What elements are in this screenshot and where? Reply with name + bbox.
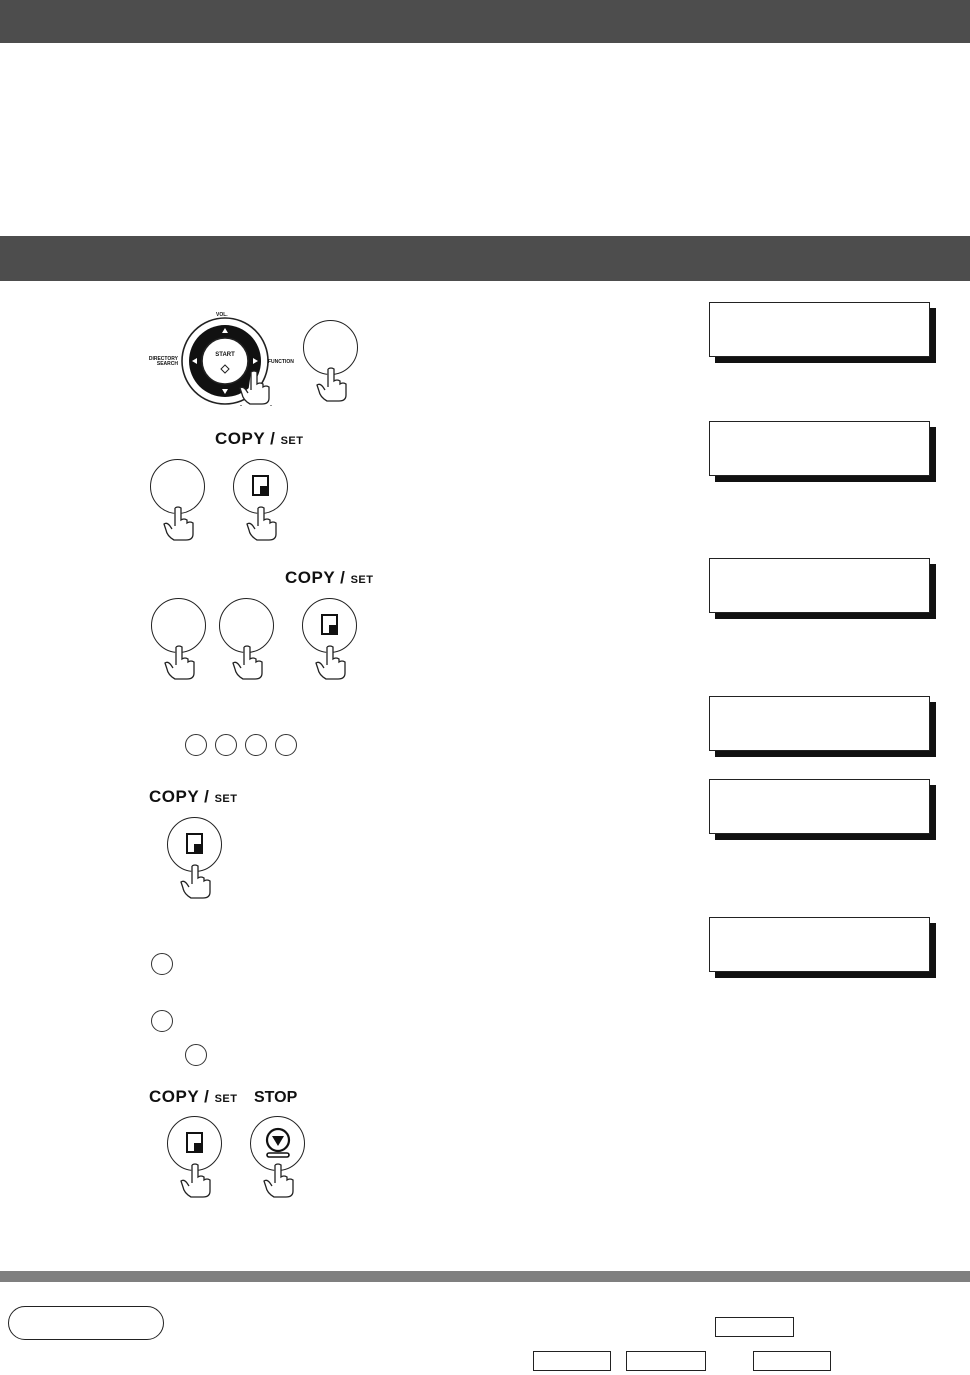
copy-doc-icon [252, 475, 270, 497]
copy-set-label [149, 1087, 237, 1107]
set-label: SET [350, 574, 374, 586]
copy-set-label [215, 429, 303, 449]
digit-key[interactable] [245, 734, 267, 756]
copy-doc-icon [186, 1132, 204, 1154]
digit-key[interactable] [215, 734, 237, 756]
digit-key[interactable] [151, 1010, 173, 1032]
set-label: SET [214, 1093, 238, 1105]
lcd-display-6 [709, 917, 930, 972]
lcd-display-5 [709, 779, 930, 834]
finger-press-icon [179, 1163, 213, 1199]
finger-press-icon [262, 1163, 296, 1199]
copy-set-label [285, 568, 373, 588]
copy-doc-icon [321, 614, 339, 636]
set-label: SET [214, 793, 238, 805]
finger-press-icon [238, 370, 272, 406]
set-label: SET [280, 435, 304, 447]
digit-key[interactable] [185, 1044, 207, 1066]
slash-label: / [204, 1087, 210, 1106]
finger-press-icon [315, 367, 349, 403]
finger-press-icon [163, 645, 197, 681]
lcd-display-2 [709, 421, 930, 476]
stop-icon [264, 1127, 292, 1159]
finger-press-icon [179, 864, 213, 900]
footer-key-box [533, 1351, 611, 1371]
finger-press-icon [231, 645, 265, 681]
lcd-display-4 [709, 696, 930, 751]
copy-label: COPY [285, 568, 335, 587]
top-header-bar [0, 0, 970, 43]
slash-label: / [204, 787, 210, 806]
digit-key[interactable] [275, 734, 297, 756]
slash-label: / [340, 568, 346, 587]
function-label: FUNCTION [268, 359, 294, 365]
footer-divider-bar [0, 1271, 970, 1282]
dial-start-label: START [215, 352, 235, 358]
finger-press-icon [314, 645, 348, 681]
finger-press-icon [162, 506, 196, 542]
copy-doc-icon [186, 833, 204, 855]
footer-key-box [626, 1351, 706, 1371]
slash-label: / [270, 429, 276, 448]
digit-key[interactable] [151, 953, 173, 975]
note-pill-box [8, 1306, 164, 1340]
copy-label: COPY [149, 787, 199, 806]
lcd-display-1 [709, 302, 930, 357]
section-header-bar [0, 236, 970, 281]
directory-search-label [140, 357, 178, 367]
copy-label: COPY [215, 429, 265, 448]
search-label: SEARCH [156, 361, 178, 367]
footer-key-box [753, 1351, 831, 1371]
finger-press-icon [245, 506, 279, 542]
lcd-display-3 [709, 558, 930, 613]
copy-label: COPY [149, 1087, 199, 1106]
digit-key[interactable] [185, 734, 207, 756]
copy-set-label [149, 787, 237, 807]
stop-label: STOP [254, 1089, 298, 1106]
footer-key-box [715, 1317, 794, 1337]
dial-vol-label: VOL. [216, 312, 228, 318]
directory-label: DIRECTORY [148, 356, 178, 362]
